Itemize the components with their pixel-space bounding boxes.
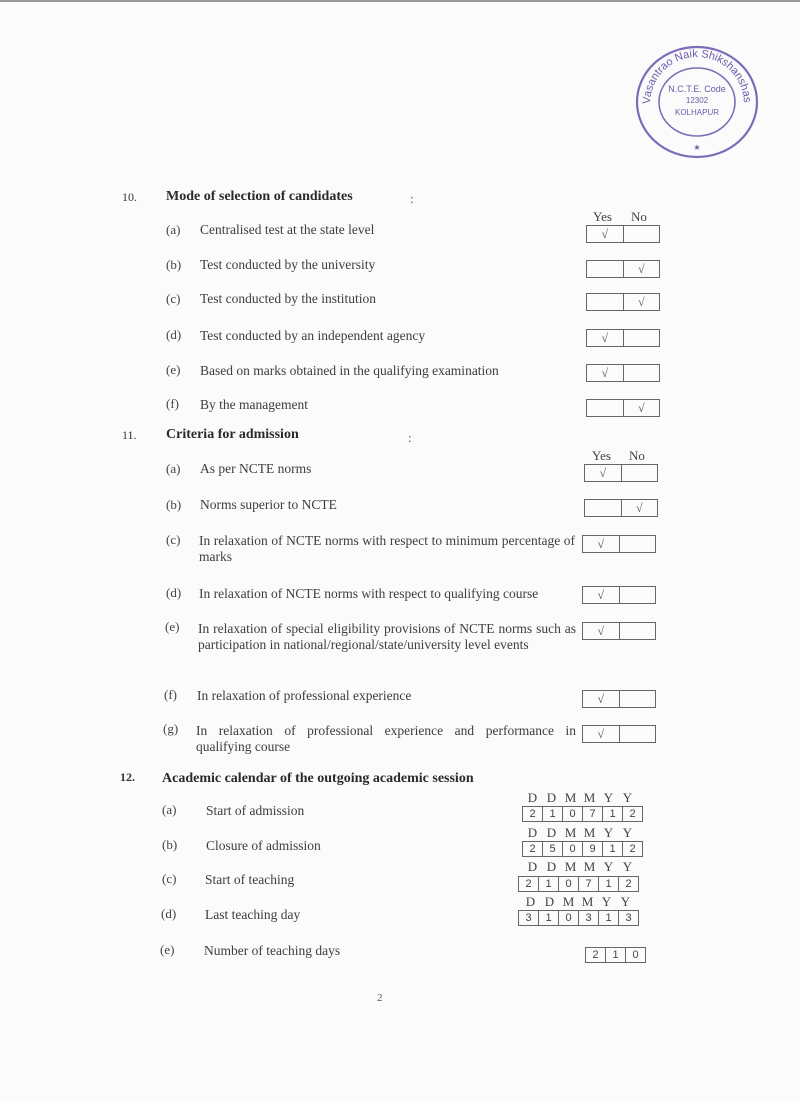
s11-item-text: Norms superior to NCTE [200,497,337,512]
svg-text:★: ★ [693,143,701,152]
no-cell [620,587,656,603]
seal-icon [632,42,762,162]
s12-item-letter: (d) [161,906,177,921]
no-cell: √ [635,500,643,515]
s11-item-letter: (b) [166,497,182,512]
seal-line-3: KOLHAPUR [674,108,720,117]
yes-cell [585,500,622,516]
yes-cell: √ [587,365,624,381]
yes-cell: √ [583,623,620,639]
yes-cell: √ [583,691,620,707]
date-digit-box: 2 5 0 9 1 2 [522,841,643,857]
section-11-title: Criteria for admission [166,427,299,442]
s11-item-yes-no-box [584,464,658,482]
yes-cell [587,294,624,310]
section-10-yes-header: Yes [593,209,612,224]
teaching-days-box: 2 1 0 [585,947,646,963]
institution-seal [632,42,762,162]
s11-item-letter: (c) [166,532,181,547]
s12-item-letter: (e) [160,942,175,957]
no-cell [620,536,656,552]
yes-cell: √ [587,226,624,242]
section-10-colon: : [410,191,414,206]
section-12-number: 12. [120,770,135,784]
s10-item-letter: (d) [166,327,182,342]
s11-item-letter: (d) [166,585,182,600]
s11-item-yes-no-box [582,725,656,743]
date-format-header: D D M M Y Y [527,790,633,805]
no-cell [622,465,658,481]
page-number: 2 [377,992,383,1004]
no-cell: √ [637,294,645,309]
date-digit-box: 2 1 0 7 1 2 [522,806,643,822]
section-10-title: Mode of selection of candidates [166,189,353,204]
s10-item-yes-no-box [586,225,660,243]
date-format-header: D D M M Y Y [527,825,633,840]
section-11-colon: : [408,430,412,445]
s12-item-text: Closure of admission [206,838,321,853]
s11-item-text: In relaxation of special eligibility provisions of NCTE norms such as participation in national/regional/state/university level events [198,621,576,652]
s10-item-text: Test conducted by the institution [200,291,377,306]
s11-item-text: In relaxation of NCTE norms with respect to qualifying course [199,586,539,601]
s10-item-text: By the management [200,397,308,412]
no-cell [620,623,656,639]
yes-cell: √ [587,330,624,346]
s10-item-letter: (e) [166,362,181,377]
s11-item-letter: (g) [163,721,179,736]
s10-item-letter: (c) [166,291,181,306]
s11-item-letter: (f) [164,687,177,702]
no-cell [620,691,656,707]
yes-cell: √ [583,726,620,742]
s11-item-text: As per NCTE norms [200,461,312,476]
no-cell: √ [637,261,645,276]
s11-item-text: In relaxation of professional experience and performance in qualifying course [196,723,576,754]
s12-item-letter: (a) [162,802,177,817]
s10-item-text: Based on marks obtained in the qualifying examination [200,363,499,378]
s10-item-yes-no-box [586,260,660,278]
s12-item-letter: (c) [162,871,177,886]
yes-cell: √ [583,587,620,603]
s11-item-yes-no-box [584,499,658,517]
no-cell [624,365,660,381]
seal-line-1: N.C.T.E. Code [668,84,726,94]
s10-item-letter: (b) [166,257,182,272]
date-digit-box: 3 1 0 3 1 3 [518,910,639,926]
s12-item-text: Start of teaching [205,872,295,887]
seal-line-2: 12302 [685,96,709,105]
s11-item-yes-no-box [582,535,656,553]
section-11-no-header: No [629,448,645,463]
no-cell: √ [637,400,645,415]
s11-item-letter: (e) [165,619,180,634]
date-digit-box: 2 1 0 7 1 2 [518,876,639,892]
s11-item-yes-no-box [582,586,656,604]
s12-item-text: Last teaching day [205,907,301,922]
yes-cell [587,400,624,416]
s10-item-letter: (f) [166,396,179,411]
date-format-header: D D M M Y Y [527,859,633,874]
s10-item-yes-no-box [586,293,660,311]
no-cell [620,726,656,742]
section-10-number: 10. [122,190,137,204]
s11-item-text: In relaxation of professional experience [197,688,412,703]
no-cell [624,330,660,346]
s10-item-yes-no-box [586,329,660,347]
s10-item-text: Centralised test at the state level [200,222,375,237]
s11-item-text: In relaxation of NCTE norms with respect to minimum percentage of marks [199,533,575,564]
seal-ring-text: Vasantrao Naik Shikshanshas [640,47,754,105]
s12-item-letter: (b) [162,837,178,852]
yes-cell: √ [585,465,622,481]
yes-cell: √ [583,536,620,552]
yes-cell [587,261,624,277]
s10-item-yes-no-box [586,364,660,382]
s10-item-letter: (a) [166,222,181,237]
s10-item-yes-no-box [586,399,660,417]
no-cell [624,226,660,242]
section-11-number: 11. [122,428,137,442]
section-12-title: Academic calendar of the outgoing academic session [162,771,474,786]
date-format-header: D D M M Y Y [525,894,631,909]
s11-item-yes-no-box [582,690,656,708]
top-edge-line [0,0,800,2]
section-11-yes-header: Yes [592,448,611,463]
s10-item-text: Test conducted by an independent agency [200,328,426,343]
section-10-no-header: No [631,209,647,224]
s10-item-text: Test conducted by the university [200,257,376,272]
s12-item-text: Start of admission [206,803,305,818]
s11-item-letter: (a) [166,461,181,476]
s11-item-yes-no-box [582,622,656,640]
s12-item-text: Number of teaching days [204,943,341,958]
